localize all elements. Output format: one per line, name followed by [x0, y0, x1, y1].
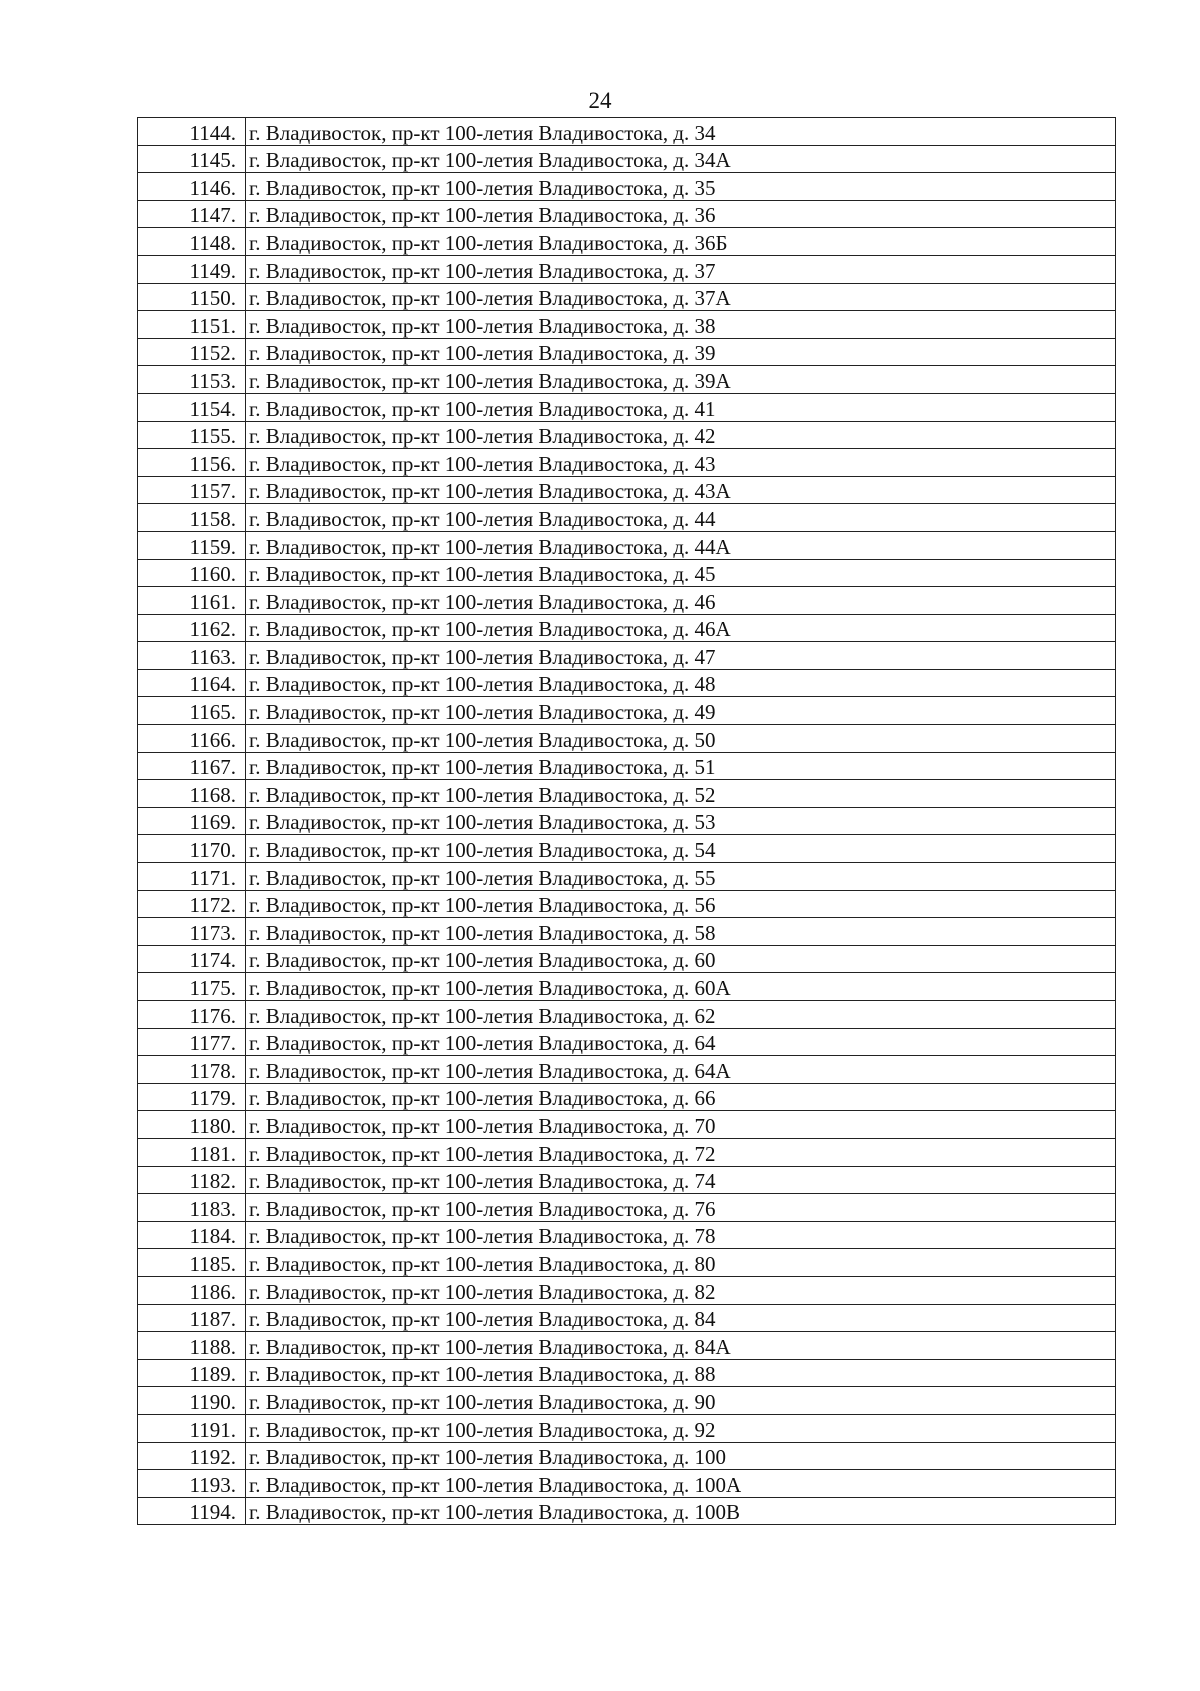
row-number: 1164.	[138, 669, 246, 697]
row-address: г. Владивосток, пр-кт 100-летия Владивостока, д. 51	[246, 752, 1116, 780]
table-row	[138, 531, 1116, 559]
row-number: 1157.	[138, 476, 246, 504]
table-row	[138, 1387, 1116, 1415]
table-row	[138, 697, 1116, 725]
row-number: 1171.	[138, 863, 246, 891]
table-row	[138, 255, 1116, 283]
table-row	[138, 835, 1116, 863]
table-row	[138, 118, 1116, 146]
table-row	[138, 1221, 1116, 1249]
row-address: г. Владивосток, пр-кт 100-летия Владивостока, д. 41	[246, 393, 1116, 421]
table-row	[138, 725, 1116, 753]
row-address: г. Владивосток, пр-кт 100-летия Владивостока, д. 53	[246, 807, 1116, 835]
row-address: г. Владивосток, пр-кт 100-летия Владивостока, д. 100А	[246, 1470, 1116, 1498]
row-number: 1152.	[138, 338, 246, 366]
table-row	[138, 1304, 1116, 1332]
row-address: г. Владивосток, пр-кт 100-летия Владивостока, д. 90	[246, 1387, 1116, 1415]
row-address: г. Владивосток, пр-кт 100-летия Владивостока, д. 66	[246, 1083, 1116, 1111]
row-address: г. Владивосток, пр-кт 100-летия Владивостока, д. 64	[246, 1028, 1116, 1056]
row-number: 1165.	[138, 697, 246, 725]
row-address: г. Владивосток, пр-кт 100-летия Владивостока, д. 39А	[246, 366, 1116, 394]
row-address: г. Владивосток, пр-кт 100-летия Владивостока, д. 56	[246, 890, 1116, 918]
row-address: г. Владивосток, пр-кт 100-летия Владивостока, д. 55	[246, 863, 1116, 891]
row-number: 1175.	[138, 973, 246, 1001]
row-number: 1182.	[138, 1166, 246, 1194]
row-address: г. Владивосток, пр-кт 100-летия Владивостока, д. 50	[246, 725, 1116, 753]
row-address: г. Владивосток, пр-кт 100-летия Владивостока, д. 58	[246, 918, 1116, 946]
row-address: г. Владивосток, пр-кт 100-летия Владивостока, д. 62	[246, 1001, 1116, 1029]
row-address: г. Владивосток, пр-кт 100-летия Владивостока, д. 37А	[246, 283, 1116, 311]
row-number: 1167.	[138, 752, 246, 780]
table-row	[138, 1083, 1116, 1111]
table-row	[138, 973, 1116, 1001]
table-row	[138, 283, 1116, 311]
table-row	[138, 669, 1116, 697]
table-row	[138, 228, 1116, 256]
row-number: 1159.	[138, 531, 246, 559]
row-number: 1185.	[138, 1249, 246, 1277]
table-row	[138, 200, 1116, 228]
row-address: г. Владивосток, пр-кт 100-летия Владивостока, д. 80	[246, 1249, 1116, 1277]
row-number: 1181.	[138, 1138, 246, 1166]
row-address: г. Владивосток, пр-кт 100-летия Владивостока, д. 100В	[246, 1497, 1116, 1525]
row-number: 1180.	[138, 1111, 246, 1139]
row-number: 1149.	[138, 255, 246, 283]
row-address: г. Владивосток, пр-кт 100-летия Владивостока, д. 37	[246, 255, 1116, 283]
row-address: г. Владивосток, пр-кт 100-летия Владивостока, д. 46	[246, 587, 1116, 615]
row-number: 1151.	[138, 311, 246, 339]
row-address: г. Владивосток, пр-кт 100-летия Владивостока, д. 82	[246, 1276, 1116, 1304]
address-table-body	[138, 118, 1116, 1525]
row-address: г. Владивосток, пр-кт 100-летия Владивостока, д. 88	[246, 1359, 1116, 1387]
row-number: 1150.	[138, 283, 246, 311]
row-number: 1155.	[138, 421, 246, 449]
row-address: г. Владивосток, пр-кт 100-летия Владивостока, д. 49	[246, 697, 1116, 725]
row-address: г. Владивосток, пр-кт 100-летия Владивостока, д. 52	[246, 780, 1116, 808]
row-number: 1194.	[138, 1497, 246, 1525]
row-address: г. Владивосток, пр-кт 100-летия Владивостока, д. 60А	[246, 973, 1116, 1001]
row-number: 1153.	[138, 366, 246, 394]
row-address: г. Владивосток, пр-кт 100-летия Владивостока, д. 84	[246, 1304, 1116, 1332]
row-number: 1190.	[138, 1387, 246, 1415]
table-row	[138, 1001, 1116, 1029]
row-address: г. Владивосток, пр-кт 100-летия Владивостока, д. 39	[246, 338, 1116, 366]
row-address: г. Владивосток, пр-кт 100-летия Владивостока, д. 48	[246, 669, 1116, 697]
row-address: г. Владивосток, пр-кт 100-летия Владивостока, д. 64А	[246, 1056, 1116, 1084]
row-number: 1146.	[138, 173, 246, 201]
table-row	[138, 807, 1116, 835]
row-number: 1160.	[138, 559, 246, 587]
row-address: г. Владивосток, пр-кт 100-летия Владивостока, д. 44	[246, 504, 1116, 532]
table-row	[138, 863, 1116, 891]
row-number: 1179.	[138, 1083, 246, 1111]
row-number: 1188.	[138, 1332, 246, 1360]
row-address: г. Владивосток, пр-кт 100-летия Владивостока, д. 74	[246, 1166, 1116, 1194]
row-number: 1187.	[138, 1304, 246, 1332]
row-address: г. Владивосток, пр-кт 100-летия Владивостока, д. 76	[246, 1194, 1116, 1222]
table-row	[138, 1194, 1116, 1222]
row-number: 1178.	[138, 1056, 246, 1084]
table-row	[138, 311, 1116, 339]
row-number: 1184.	[138, 1221, 246, 1249]
row-number: 1169.	[138, 807, 246, 835]
row-number: 1173.	[138, 918, 246, 946]
row-number: 1158.	[138, 504, 246, 532]
row-number: 1183.	[138, 1194, 246, 1222]
row-address: г. Владивосток, пр-кт 100-летия Владивостока, д. 60	[246, 945, 1116, 973]
row-address: г. Владивосток, пр-кт 100-летия Владивостока, д. 34	[246, 118, 1116, 146]
row-address: г. Владивосток, пр-кт 100-летия Владивостока, д. 45	[246, 559, 1116, 587]
table-row	[138, 393, 1116, 421]
row-address: г. Владивосток, пр-кт 100-летия Владивостока, д. 35	[246, 173, 1116, 201]
table-row	[138, 1276, 1116, 1304]
row-address: г. Владивосток, пр-кт 100-летия Владивостока, д. 47	[246, 642, 1116, 670]
row-address: г. Владивосток, пр-кт 100-летия Владивостока, д. 70	[246, 1111, 1116, 1139]
row-number: 1174.	[138, 945, 246, 973]
row-number: 1148.	[138, 228, 246, 256]
row-number: 1186.	[138, 1276, 246, 1304]
table-row	[138, 1249, 1116, 1277]
table-row	[138, 780, 1116, 808]
table-row	[138, 1056, 1116, 1084]
row-number: 1144.	[138, 118, 246, 146]
row-address: г. Владивосток, пр-кт 100-летия Владивостока, д. 44А	[246, 531, 1116, 559]
table-row	[138, 173, 1116, 201]
table-row	[138, 421, 1116, 449]
table-row	[138, 614, 1116, 642]
table-row	[138, 918, 1116, 946]
row-address: г. Владивосток, пр-кт 100-летия Владивостока, д. 43А	[246, 476, 1116, 504]
row-address: г. Владивосток, пр-кт 100-летия Владивостока, д. 46А	[246, 614, 1116, 642]
table-row	[138, 1111, 1116, 1139]
table-row	[138, 1414, 1116, 1442]
table-row	[138, 890, 1116, 918]
row-number: 1177.	[138, 1028, 246, 1056]
table-row	[138, 338, 1116, 366]
row-number: 1147.	[138, 200, 246, 228]
table-row	[138, 642, 1116, 670]
row-address: г. Владивосток, пр-кт 100-летия Владивостока, д. 100	[246, 1442, 1116, 1470]
table-row	[138, 1442, 1116, 1470]
row-address: г. Владивосток, пр-кт 100-летия Владивостока, д. 42	[246, 421, 1116, 449]
row-address: г. Владивосток, пр-кт 100-летия Владивостока, д. 36	[246, 200, 1116, 228]
row-number: 1172.	[138, 890, 246, 918]
row-address: г. Владивосток, пр-кт 100-летия Владивостока, д. 92	[246, 1414, 1116, 1442]
row-number: 1145.	[138, 145, 246, 173]
table-row	[138, 366, 1116, 394]
row-address: г. Владивосток, пр-кт 100-летия Владивостока, д. 36Б	[246, 228, 1116, 256]
row-number: 1192.	[138, 1442, 246, 1470]
row-number: 1191.	[138, 1414, 246, 1442]
table-row	[138, 1470, 1116, 1498]
row-number: 1162.	[138, 614, 246, 642]
row-number: 1193.	[138, 1470, 246, 1498]
table-row	[138, 752, 1116, 780]
row-address: г. Владивосток, пр-кт 100-летия Владивостока, д. 84А	[246, 1332, 1116, 1360]
table-row	[138, 1138, 1116, 1166]
row-number: 1154.	[138, 393, 246, 421]
row-address: г. Владивосток, пр-кт 100-летия Владивостока, д. 78	[246, 1221, 1116, 1249]
table-row	[138, 1166, 1116, 1194]
table-row	[138, 1332, 1116, 1360]
table-row	[138, 504, 1116, 532]
address-table	[137, 117, 1116, 1525]
table-row	[138, 1497, 1116, 1525]
table-row	[138, 587, 1116, 615]
row-number: 1161.	[138, 587, 246, 615]
table-row	[138, 1028, 1116, 1056]
row-address: г. Владивосток, пр-кт 100-летия Владивостока, д. 54	[246, 835, 1116, 863]
row-address: г. Владивосток, пр-кт 100-летия Владивостока, д. 43	[246, 449, 1116, 477]
row-number: 1156.	[138, 449, 246, 477]
row-address: г. Владивосток, пр-кт 100-летия Владивостока, д. 38	[246, 311, 1116, 339]
row-number: 1168.	[138, 780, 246, 808]
table-row	[138, 945, 1116, 973]
table-row	[138, 449, 1116, 477]
row-address: г. Владивосток, пр-кт 100-летия Владивостока, д. 72	[246, 1138, 1116, 1166]
table-row	[138, 145, 1116, 173]
row-number: 1170.	[138, 835, 246, 863]
row-address: г. Владивосток, пр-кт 100-летия Владивостока, д. 34А	[246, 145, 1116, 173]
page-number: 24	[588, 88, 612, 113]
row-number: 1189.	[138, 1359, 246, 1387]
row-number: 1166.	[138, 725, 246, 753]
table-row	[138, 1359, 1116, 1387]
table-row	[138, 559, 1116, 587]
row-number: 1163.	[138, 642, 246, 670]
table-row	[138, 476, 1116, 504]
row-number: 1176.	[138, 1001, 246, 1029]
